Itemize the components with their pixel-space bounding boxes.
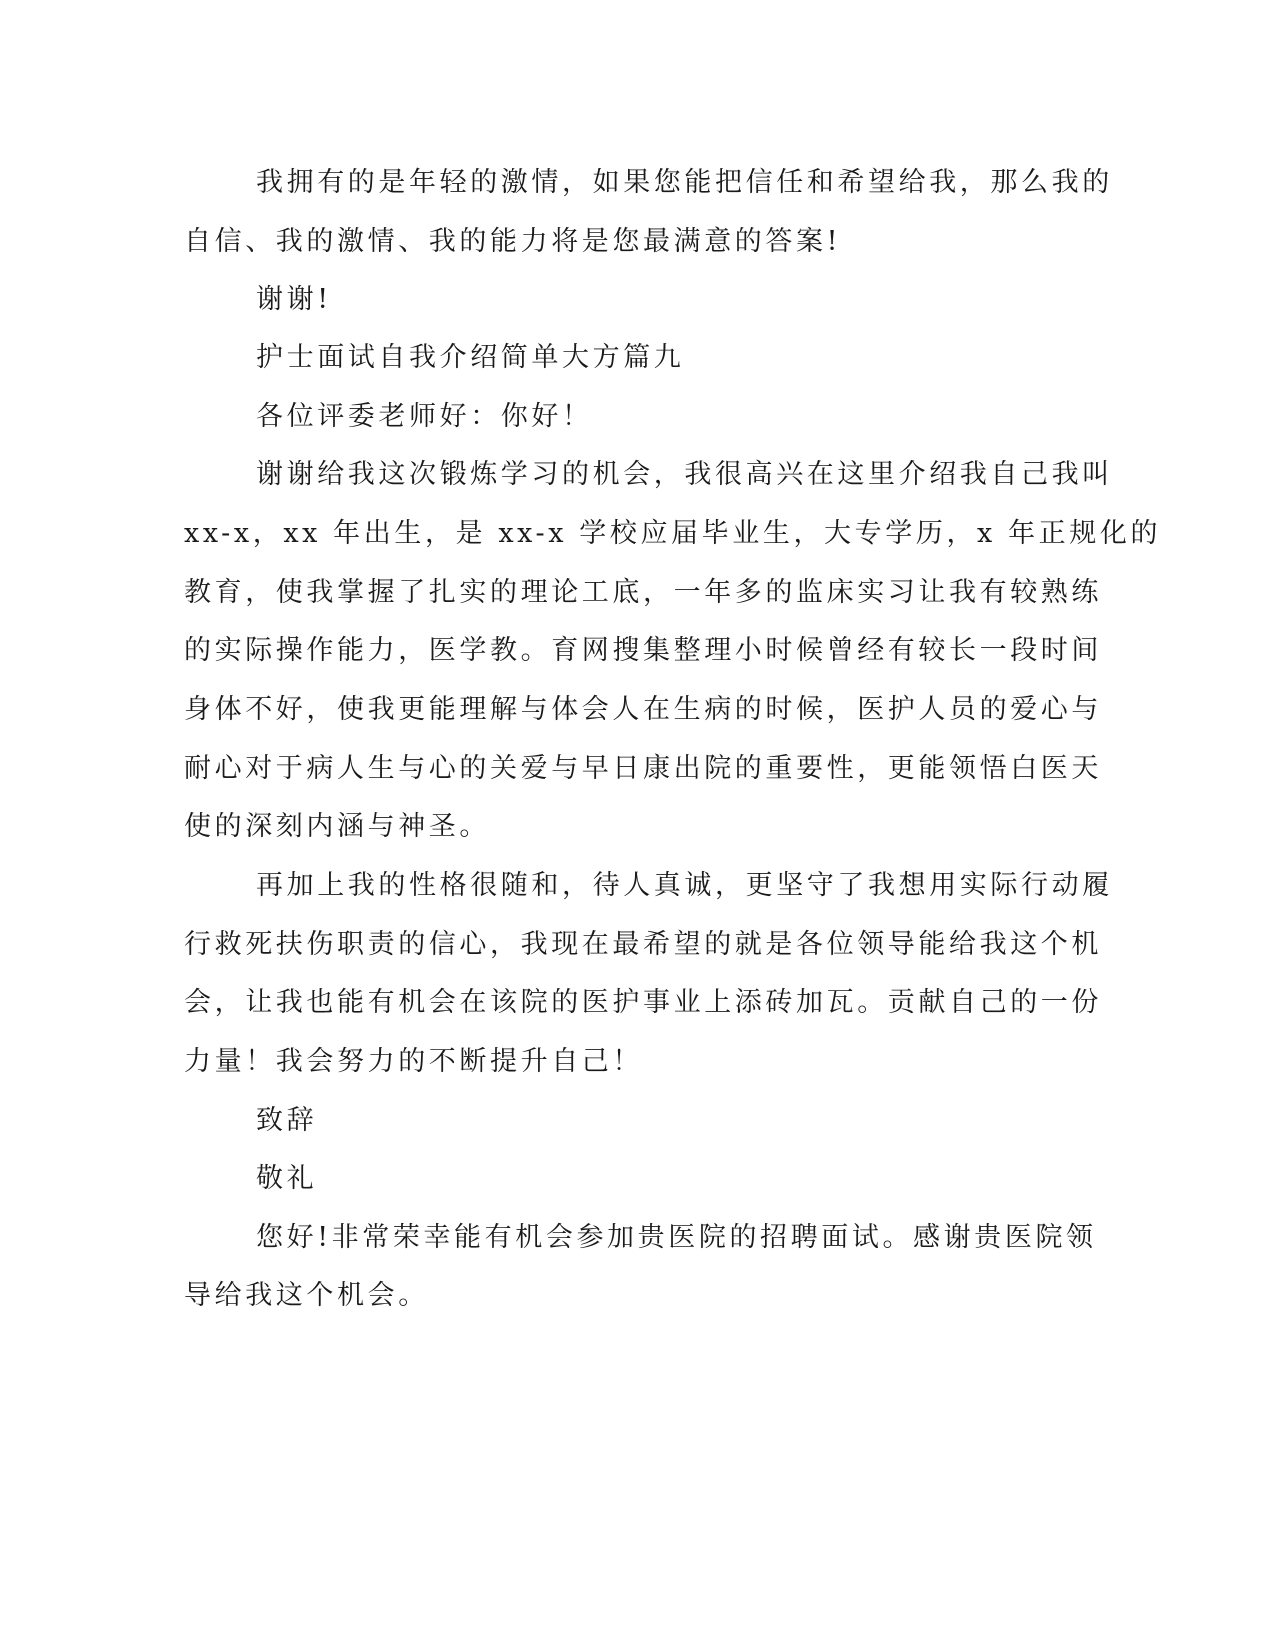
paragraph-line: 谢谢给我这次锻炼学习的机会，我很高兴在这里介绍我自己我叫 (256, 459, 1113, 490)
paragraph-line: 耐心对于病人生与心的关爱与早日康出院的重要性，更能领悟白医天 (184, 753, 1102, 784)
paragraph-line: 再加上我的性格很随和，待人真诚，更坚守了我想用实际行动履 (256, 870, 1113, 901)
paragraph-line: 自信、我的激情、我的能力将是您最满意的答案! (184, 226, 842, 257)
paragraph-line: xx-x，xx 年出生，是 xx-x 学校应届毕业生，大专学历，x 年正规化的 (184, 518, 1162, 549)
closing-line: 敬礼 (256, 1163, 318, 1194)
paragraph-line: 导给我这个机会。 (184, 1280, 429, 1311)
paragraph-line: 行救死扶伤职责的信心，我现在最希望的就是各位领导能给我这个机 (184, 929, 1102, 960)
closing-line: 致辞 (256, 1105, 318, 1136)
paragraph-line: 教育，使我掌握了扎实的理论工底，一年多的监床实习让我有较熟练 (184, 577, 1102, 608)
greeting-line: 各位评委老师好：你好！ (256, 401, 593, 432)
paragraph-line: 您好!非常荣幸能有机会参加贵医院的招聘面试。感谢贵医院领 (256, 1222, 1097, 1253)
paragraph-line: 的实际操作能力，医学教。育网搜集整理小时候曾经有较长一段时间 (184, 635, 1102, 666)
paragraph-line: 力量！我会努力的不断提升自己！ (184, 1046, 643, 1077)
paragraph-line: 使的深刻内涵与神圣。 (184, 811, 490, 842)
paragraph-line: 会，让我也能有机会在该院的医护事业上添砖加瓦。贡献自己的一份 (184, 987, 1102, 1018)
section-heading: 护士面试自我介绍简单大方篇九 (256, 342, 685, 373)
paragraph-line: 身体不好，使我更能理解与体会人在生病的时候，医护人员的爱心与 (184, 694, 1102, 725)
paragraph-line: 我拥有的是年轻的激情，如果您能把信任和希望给我，那么我的 (256, 167, 1113, 198)
paragraph-line: 谢谢! (256, 284, 332, 315)
